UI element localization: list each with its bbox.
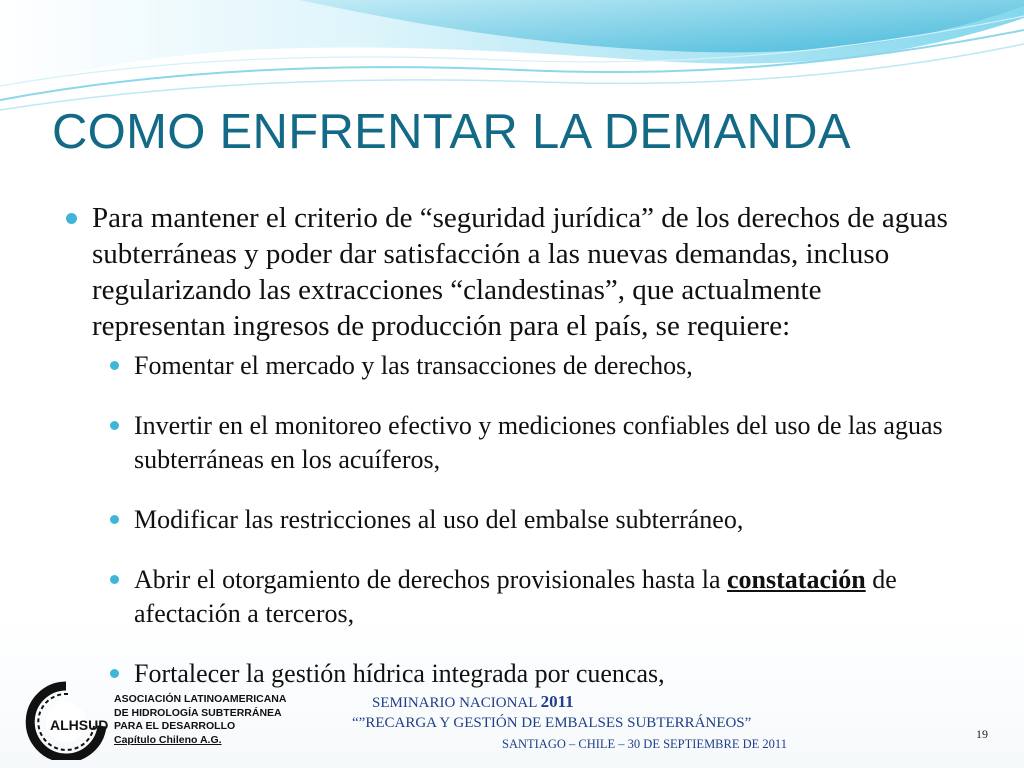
slide-content — [62, 200, 962, 717]
seminar-year: 2011 — [540, 692, 574, 711]
main-bullet — [62, 200, 962, 344]
page-number: 19 — [976, 727, 988, 741]
bullet-dot-icon — [110, 421, 119, 430]
sub-bullet-text: Invertir en el monitoreo efectivo y mediciones confiables del uso de las aguas subterráneas en los acuíferos, — [134, 411, 943, 474]
sub-bullet-list — [62, 349, 962, 691]
sub-bullet-text: Fortalecer la gestión hídrica integrada por cuencas, — [134, 659, 665, 688]
sub-bullet — [108, 563, 962, 631]
sub-bullet-text: Modificar las restricciones al uso del embalse subterráneo, — [134, 505, 744, 534]
sub-bullet — [108, 409, 962, 477]
seminar-date: SANTIAGO – CHILE – 30 DE SEPTIEMBRE DE 2011 — [502, 737, 787, 751]
logo-text: ALHSUD — [50, 717, 109, 733]
bullet-dot-icon — [110, 515, 119, 524]
alhsud-logo-icon — [16, 680, 116, 760]
underlined-word: constatación — [727, 565, 866, 594]
bullet-dot-icon — [110, 575, 119, 584]
assoc-line: DE HIDROLOGÍA SUBTERRÁNEA — [114, 706, 282, 719]
sub-bullet-text: Fomentar el mercado y las transacciones de derechos, — [134, 351, 693, 380]
assoc-chapter: Capítulo Chileno A.G. — [114, 733, 222, 746]
seminar-label: SEMINARIO NACIONAL — [372, 695, 541, 711]
seminar-title — [372, 692, 574, 712]
main-bullet-text: Para mantener el criterio de “seguridad jurídica” de los derechos de aguas subterráneas y poder dar satisfacción a las nuevas demandas, incluso regularizando las extracciones “clandestinas”, que actualmente representan ingresos de producción para el país, se requiere: — [92, 202, 948, 342]
association-name — [114, 693, 286, 747]
slide-title: COMO ENFRENTAR LA DEMANDA — [52, 105, 851, 159]
sub-bullet-text-tail: de afectación a terceros, — [134, 565, 897, 628]
assoc-line: ASOCIACIÓN LATINOAMERICANA — [114, 693, 287, 705]
sub-bullet — [108, 657, 962, 691]
sub-bullet — [108, 349, 962, 383]
bullet-dot-icon — [110, 361, 119, 370]
sub-bullet-text: Abrir el otorgamiento de derechos provisionales hasta la — [134, 565, 721, 594]
sub-bullet — [108, 503, 962, 537]
seminar-subtitle: “”RECARGA Y GESTIÓN DE EMBALSES SUBTERRÁNEOS” — [352, 715, 752, 731]
bullet-dot-icon — [110, 669, 119, 678]
bullet-dot-icon — [66, 213, 77, 224]
assoc-line: PARA EL DESARROLLO — [114, 720, 236, 732]
